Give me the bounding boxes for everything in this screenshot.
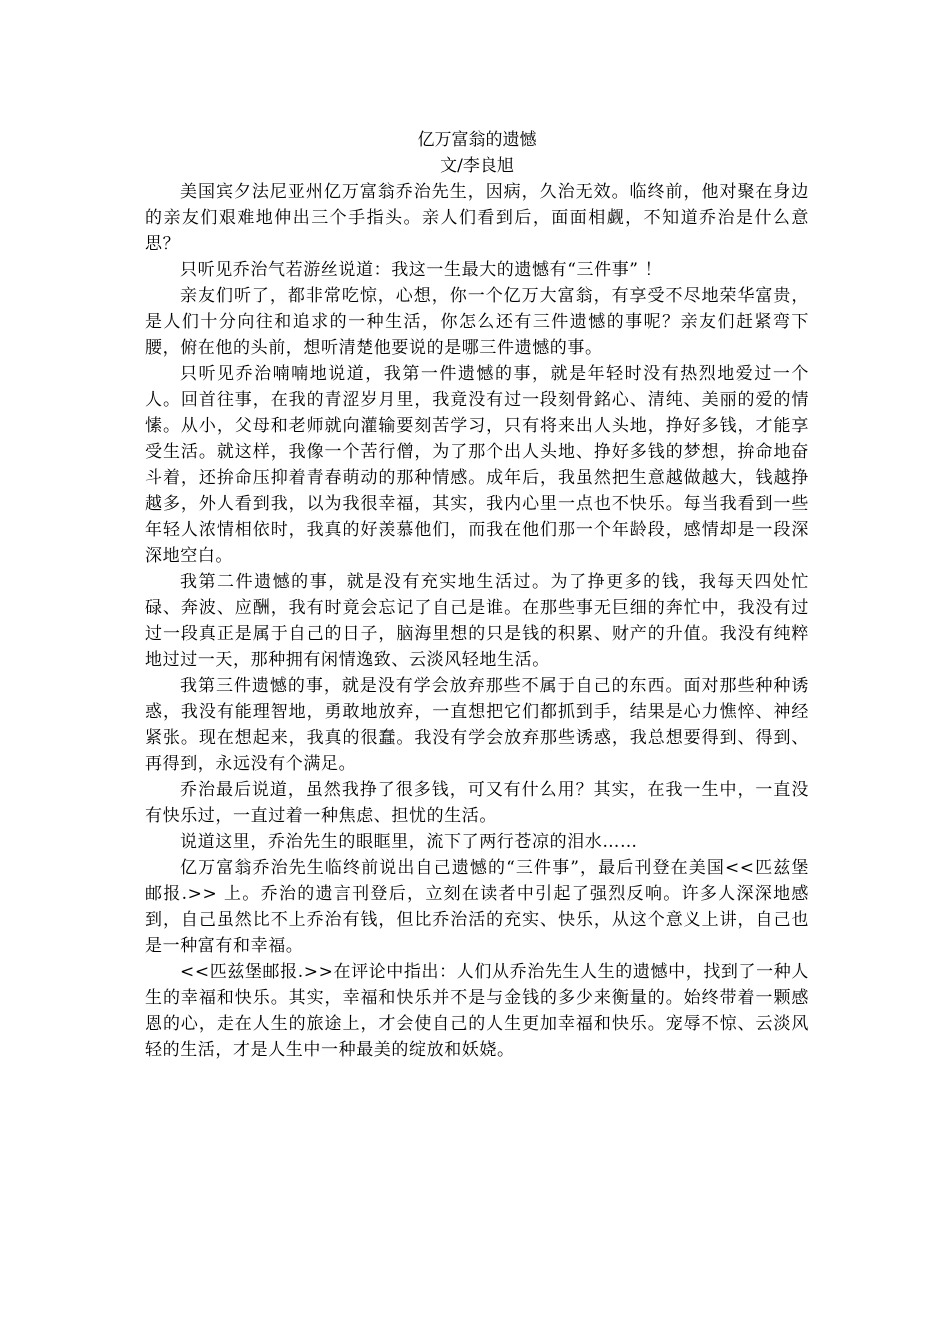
paragraph-3: 亲友们听了，都非常吃惊，心想，你一个亿万大富翁，有享受不尽地荣华富贵，是人们十分向往和追求的一种生活，你怎么还有三件遗憾的事呢？亲友们赶紧弯下腰，俯在他的头前，想听清楚他要说的是哪三件遗憾的事。	[145, 286, 809, 358]
paragraph-5: 我第二件遗憾的事，就是没有充实地生活过。为了挣更多的钱，我每天四处忙碌、奔波、应酬，我有时竟会忘记了自己是谁。在那些事无巨细的奔忙中，我没有过过一段真正是属于自己的日子，脑海里想的只是钱的积累、财产的升值。我没有纯粹地过过一天，那种拥有闲情逸致、云淡风轻地生活。	[145, 572, 809, 670]
paragraph-9: 亿万富翁乔治先生临终前说出自己遗憾的“三件事”，最后刊登在美国<<匹兹堡邮报.>> 上。乔治的遗言刊登后，立刻在读者中引起了强烈反响。许多人深深地感到，自己虽然比不上乔治有钱，但比乔治活的充实、快乐，从这个意义上讲，自己也是一种富有和幸福。	[145, 858, 809, 956]
paragraph-6: 我第三件遗憾的事，就是没有学会放弃那些不属于自己的东西。面对那些种种诱惑，我没有能理智地，勇敢地放弃，一直想把它们都抓到手，结果是心力憔悴、神经紧张。现在想起来，我真的很蠢。我没有学会放弃那些诱惑，我总想要得到、得到、再得到，永远没有个满足。	[145, 676, 809, 774]
document-page	[145, 127, 809, 1063]
paragraph-2: 只听见乔治气若游丝说道：我这一生最大的遗憾有“三件事” ！	[180, 260, 663, 280]
paragraph-10: <<匹兹堡邮报.>>在评论中指出：人们从乔治先生人生的遗憾中，找到了一种人生的幸福和快乐。其实，幸福和快乐并不是与金钱的多少来衡量的。始终带着一颗感恩的心，走在人生的旅途上，才会使自己的人生更加幸福和快乐。宠辱不惊、云淡风轻的生活，才是人生中一种最美的绽放和妖娆。	[145, 962, 809, 1060]
document-title: 亿万富翁的遗憾	[417, 130, 537, 150]
paragraph-4: 只听见乔治喃喃地说道，我第一件遗憾的事，就是年轻时没有热烈地爱过一个人。回首往事，在我的青涩岁月里，我竟没有过一段刻骨銘心、清纯、美丽的爱的情愫。从小，父母和老师就向灌输要刻苦学习，只有将来出人头地，挣好多钱，才能享受生活。就这样，我像一个苦行僧，为了那个出人头地、挣好多钱的梦想，拚命地奋斗着，还拚命压抑着青春萌动的那种情感。成年后，我虽然把生意越做越大，钱越挣越多，外人看到我，以为我很幸福，其实，我内心里一点也不快乐。每当我看到一些年轻人浓情相依时，我真的好羡慕他们，而我在他们那一个年龄段，感情却是一段深深地空白。	[145, 364, 809, 566]
paragraph-7: 乔治最后说道，虽然我挣了很多钱，可又有什么用？其实，在我一生中，一直没有快乐过，一直过着一种焦虑、担忧的生活。	[145, 780, 809, 826]
paragraph-8: 说道这里，乔治先生的眼眶里，流下了两行苍凉的泪水……	[180, 832, 638, 852]
document-author: 文/李良旭	[440, 156, 514, 176]
paragraph-1: 美国宾夕法尼亚州亿万富翁乔治先生，因病，久治无效。临终前，他对聚在身边的亲友们艰难地伸出三个手指头。亲人们看到后，面面相觑，不知道乔治是什么意思？	[145, 182, 809, 254]
